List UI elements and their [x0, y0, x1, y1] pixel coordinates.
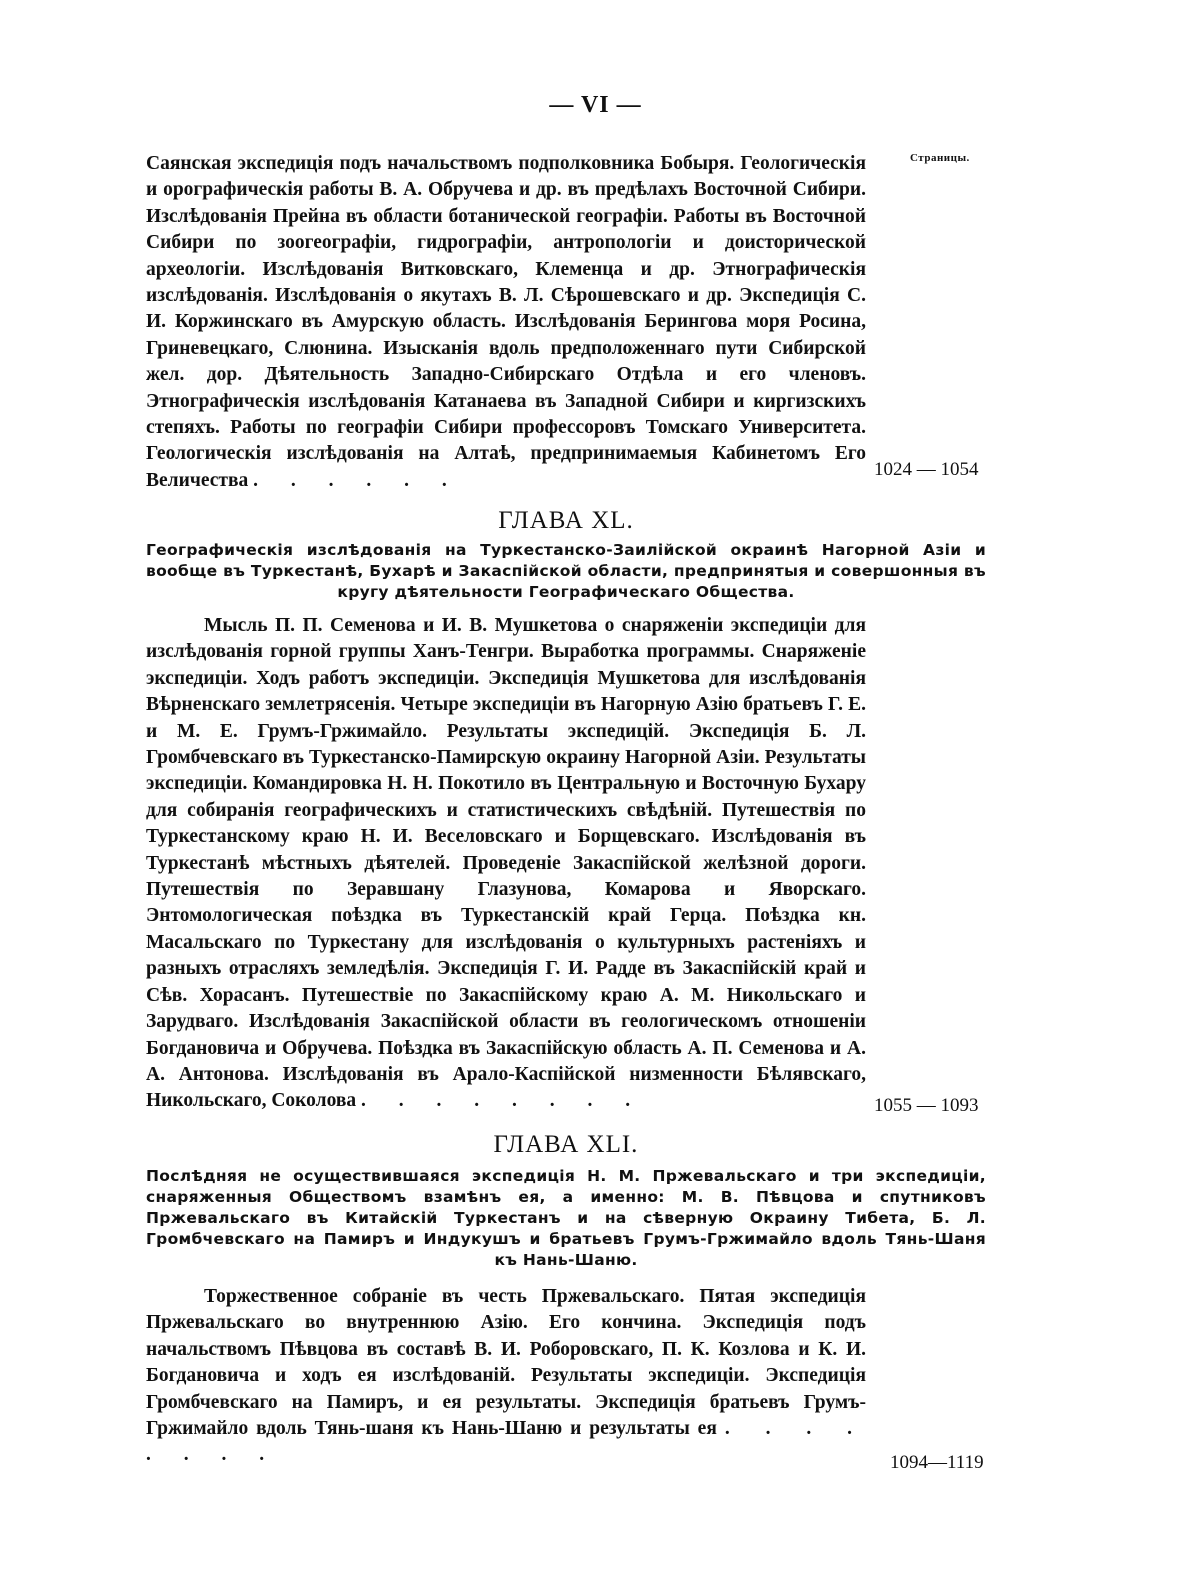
chapter-summary: Географическія изслѣдованія на Туркестанско-Заилійской окраинѣ Нагорной Азіи и вообще въ Туркестанѣ, Бухарѣ и Закаспійской области, предпринятыя и совершонныя въ кругу дѣятельности Географическаго Общества.: [146, 541, 986, 601]
leader-dots: . . . . . . . .: [146, 1418, 867, 1466]
page-range: 1024 — 1054: [874, 459, 979, 480]
entry-text: Торжественное собраніе въ честь Пржевальскаго. Пятая экспедиція Пржевальскаго во внутреннюю Азію. Его кончина. Экспедиція подъ начальствомъ Пѣвцова въ составѣ В. И. Роборовскаго, П. К. Козлова и К. И. Богдановича и ходъ ея изслѣдованій. Результаты экспедиціи. Экспедиція Громбчевскаго на Памиръ, и ея результаты. Экспедиція братьевъ Грумъ-Гржимайло вдоль Тянь-шаня къ Нань-Шаню и результаты ея: [146, 1286, 866, 1440]
page-range: 1055 — 1093: [874, 1095, 979, 1116]
running-head: — VI —: [549, 92, 642, 118]
page-range: 1094—1119: [890, 1452, 984, 1473]
chapter-title: ГЛАВА XLI.: [493, 1131, 639, 1158]
entry-text: Мысль П. П. Семенова и И. В. Мушкетова о снаряженіи экспедиціи для изслѣдованія горной группы Ханъ-Тенгри. Выработка программы. Снаряженіе экспедиціи. Ходъ работъ экспедиціи. Экспедиція Мушкетова для изслѣдованія Вѣрненскаго землетрясенія. Четыре экспедиціи въ Нагорную Азію братьевъ Г. Е. и М. Е. Грумъ-Гржимайло. Результаты экспедицій. Экспедиція Б. Л. Громбчевскаго въ Туркестанско-Памирскую окраину Нагорной Азіи. Результаты экспедиціи. Командировка Н. Н. Покотило въ Центральную и Восточную Бухару для собиранія географическихъ и статистическихъ свѣдѣній. Путешествія по Туркестанскому краю Н. И. Веселовскаго и Борщевскаго. Изслѣдованія въ Туркестанѣ мѣстныхъ дѣятелей. Проведеніе Закаспійской желѣзной дороги. Путешествія по Зеравшану Глазунова, Комарова и Яворскаго. Энтомологическая поѣздка въ Туркестанскій край Герца. Поѣздка кн. Масальскаго по Туркестану для изслѣдованія о культурныхъ растеніяхъ и разныхъ отрасляхъ земледѣлія. Экспедиція Г. И. Радде въ Закаспійскій край и Сѣв. Хорасанъ. Путешествіе по Закаспійскому краю А. М. Никольскаго и Зарудваго. Изслѣдованія Закаспійской области въ геологическомъ отношеніи Богдановича и Обручева. Поѣздка въ Закаспійскую область А. П. Семенова и А. А. Антонова. Изслѣдованія въ Арало-Каспійской низменности Бѣлявскаго, Никольскаго, Соколова: [146, 615, 866, 1112]
toc-entry-turkestan: [146, 613, 866, 1125]
pages-column-label: Страницы.: [910, 152, 970, 164]
leader-dots: . . . . . .: [253, 469, 461, 491]
toc-entry-siberia: [146, 151, 866, 491]
leader-dots: . . . . . . . .: [361, 1090, 645, 1112]
entry-text: Саянская экспедиція подъ начальствомъ подполковника Бобыря. Геологическія и орографическія работы В. А. Обручева и др. въ предѣлахъ Восточной Сибири. Изслѣдованія Прейна въ области ботанической географіи. Работы въ Восточной Сибири по зоогеографіи, гидрографіи, антропологіи и доисторической археологіи. Изслѣдованія Витковскаго, Клеменца и др. Этнографическія изслѣдованія. Изслѣдованія о якутахъ В. Л. Сѣрошевскаго и др. Экспедиція С. И. Коржинскаго въ Амурскую область. Изслѣдованія Берингова моря Росина, Гриневецкаго, Слюнина. Изысканія вдоль предположеннаго пути Сибирской жел. дор. Дѣятельность Западно-Сибирскаго Отдѣла и его членовъ. Этнографическія изслѣдованія Катанаева въ Западной Сибири и киргизскихъ степяхъ. Работы по географіи Сибири профессоровъ Томскаго Университета. Геологическія изслѣдованія на Алтаѣ, предпринимаемыя Кабинетомъ Его Величества: [146, 153, 866, 491]
toc-entry-przhevalsky: [146, 1284, 866, 1484]
chapter-summary: Послѣдняя не осуществившаяся экспедиція Н. М. Пржевальскаго и три экспедиціи, снаряженныя Обществомъ взамѣнъ ея, а именно: М. В. Пѣвцова и спутниковъ Пржевальскаго въ Китайскій Туркестанъ и на сѣверную Окраину Тибета, Б. Л. Громбчевскаго на Памиръ и Индукушъ и братьевъ Грумъ-Гржимайло вдоль Тянь-Шаня къ Нань-Шаню.: [146, 1167, 986, 1269]
chapter-title: ГЛАВА XL.: [498, 507, 634, 534]
